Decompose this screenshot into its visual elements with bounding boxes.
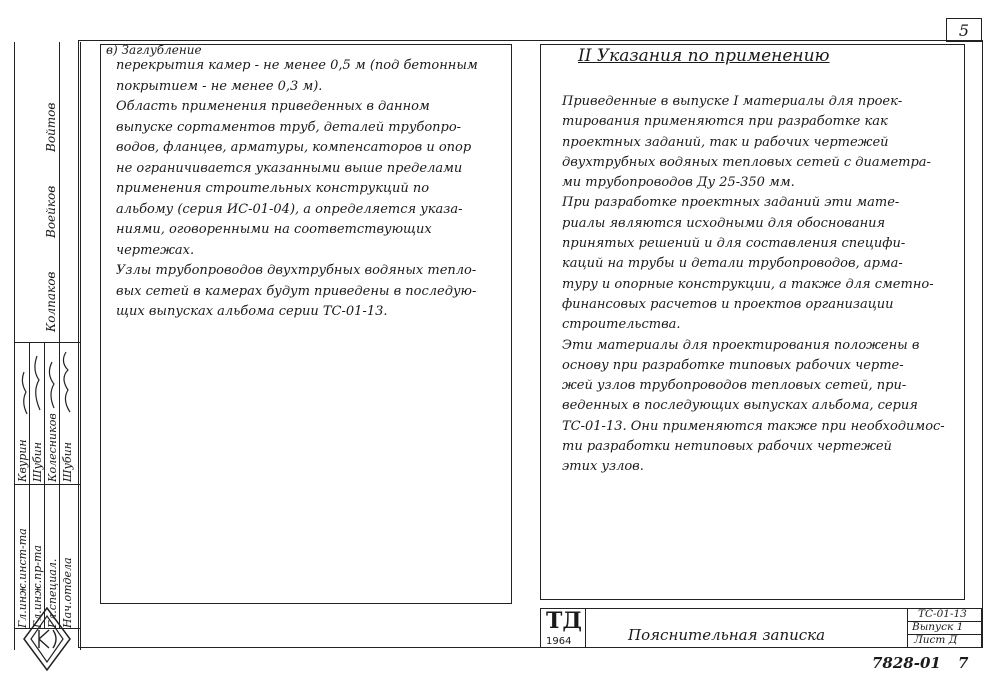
role-3: Гл.специал. xyxy=(46,558,59,628)
upper-name-2: Воейков xyxy=(44,185,58,238)
right-text-line: этих узлов. xyxy=(562,459,644,475)
upper-name-1: Колпаков xyxy=(44,271,58,332)
right-text-line: проектных заданий, так и рабочих чертежей xyxy=(562,134,889,150)
role-4: Нач.отдела xyxy=(61,557,74,628)
role-2: Гл.инж.пр-та xyxy=(31,545,44,628)
signature-strip xyxy=(14,42,80,650)
logo: ТД xyxy=(546,608,582,634)
right-text-line: ми трубопроводов Ду 25-350 мм. xyxy=(562,175,795,191)
right-text-line: каций на трубы и детали трубопроводов, арма- xyxy=(562,256,903,272)
right-text-line: принятых решений и для составления специфи- xyxy=(562,236,906,252)
right-text-line: Приведенные в выпуске I материалы для проек- xyxy=(562,94,903,109)
right-text-line: основу при разработке типовых рабочих черте- xyxy=(562,357,904,373)
left-text-line: Область применения приведенных в данном xyxy=(116,99,430,114)
left-text-line: не ограничивается указанными выше пределами xyxy=(116,160,463,176)
upper-name-3: Войтов xyxy=(44,102,58,152)
left-text-line: ниями, оговоренными на соответствующих xyxy=(116,222,432,237)
archive-code: 7828-01 xyxy=(872,654,941,672)
right-text-line: ти разработки нетиповых рабочих чертежей xyxy=(562,439,892,455)
year: 1964 xyxy=(546,636,572,647)
right-text-line: Эти материалы для проектирования положены в xyxy=(562,337,920,353)
emblem-icon xyxy=(20,604,74,674)
role-1: Гл.инж.инст-та xyxy=(16,528,29,628)
left-text-line: вых сетей в камерах будут приведены в последую- xyxy=(116,283,477,299)
left-text-line: водов, фланцев, арматуры, компенсаторов и опор xyxy=(116,140,472,155)
sheet-label: Лист Д xyxy=(914,634,958,646)
right-text-line: финансовых расчетов и проектов организации xyxy=(562,296,894,312)
name-4: Шубин xyxy=(61,442,74,482)
issue-number: Выпуск 1 xyxy=(912,621,964,633)
right-text-line: веденных в последующих выпусках альбома, серия xyxy=(562,398,918,414)
right-text-line: тирования применяются при разработке как xyxy=(562,114,888,130)
name-2: Шубин xyxy=(31,442,44,482)
right-text-line: ТС-01-13. Они применяются также при необходимос- xyxy=(562,418,945,434)
left-text-line: перекрытия камер - не менее 0,5 м (под бетонным xyxy=(116,58,478,73)
left-column-text xyxy=(116,56,478,323)
series-code: ТС-01-13 xyxy=(918,608,967,620)
archive-page: 7 xyxy=(958,654,969,672)
left-text-line: Узлы трубопроводов двухтрубных водяных тепло- xyxy=(116,263,477,278)
signature-marks xyxy=(16,342,78,482)
left-text-line: покрытием - не менее 0,3 м). xyxy=(116,78,323,94)
name-3: Колесников xyxy=(46,413,59,482)
document-title: Пояснительная записка xyxy=(628,626,826,644)
left-text-line: чертежах. xyxy=(116,242,195,258)
right-text-line: строительства. xyxy=(562,317,681,333)
right-text-line: туру и опорные конструкции, а также для сметно- xyxy=(562,276,934,292)
section-header: в) Заглубление xyxy=(106,43,202,57)
page-number: 5 xyxy=(946,18,982,42)
name-1: Квурин xyxy=(16,439,29,482)
section-title: II Указания по применению xyxy=(578,46,830,66)
left-text-line: альбому (серия ИС-01-04), а определяется указа- xyxy=(116,201,463,217)
right-text-line: риалы являются исходными для обоснования xyxy=(562,215,886,231)
right-text-line: жей узлов трубопроводов тепловых сетей, при- xyxy=(562,378,907,394)
right-column-text xyxy=(562,92,945,478)
right-text-line: двухтрубных водяных тепловых сетей с диаметра- xyxy=(562,154,931,170)
right-text-line: При разработке проектных заданий эти мате- xyxy=(562,195,900,211)
left-text-line: щих выпусках альбома серии ТС-01-13. xyxy=(116,304,388,319)
left-text-line: применения строительных конструкций по xyxy=(116,181,430,196)
left-text-line: выпуске сортаментов труб, деталей трубопро- xyxy=(116,119,462,135)
